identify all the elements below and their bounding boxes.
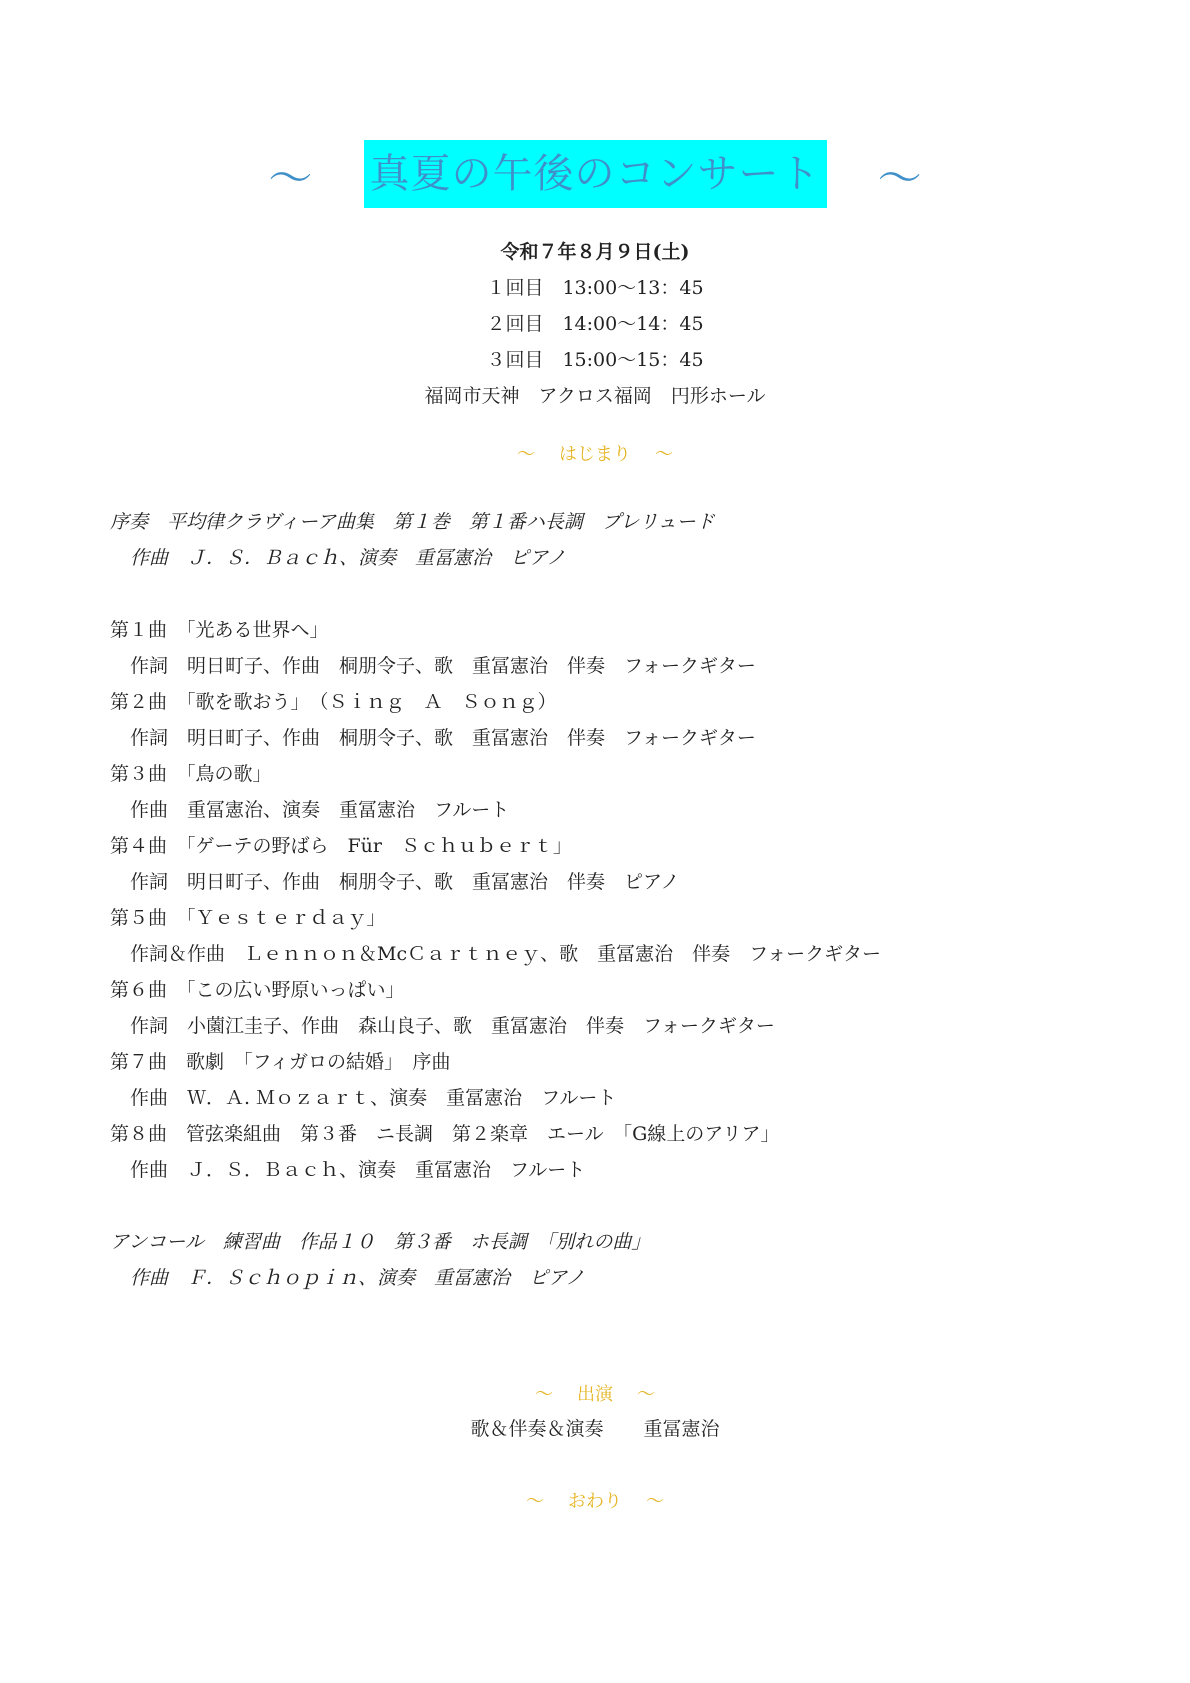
- encore-title: アンコール 練習曲 作品１０ 第３番 ホ長調 「別れの曲」: [110, 1231, 651, 1253]
- song-title: 第１曲 「光ある世界へ」: [110, 619, 329, 641]
- song-credit: 作曲 Ｗ．Ａ. Ｍｏｚａｒｔ、演奏 重冨憲治 フルート: [130, 1087, 617, 1109]
- song-title: 第３曲 「鳥の歌」: [110, 763, 272, 785]
- song-title: 第５曲 「Ｙｅｓｔｅｒｄａｙ」: [110, 907, 386, 929]
- section-performers-tilde-left: ～: [535, 1384, 553, 1405]
- program-list: [110, 504, 1170, 1296]
- title-row: [0, 140, 1190, 208]
- section-end: [0, 1487, 1190, 1513]
- performer-line: [0, 1414, 1190, 1441]
- event-info: [0, 234, 1190, 414]
- event-date: 令和７年８月９日(土): [500, 241, 690, 263]
- prelude-credit: 作曲 Ｊ．Ｓ．Ｂａｃｈ、演奏 重冨憲治 ピアノ: [130, 547, 566, 569]
- song-credit: 作詞 明日町子、作曲 桐朋令子、歌 重冨憲治 伴奏 ピアノ: [130, 871, 680, 893]
- section-end-label: おわり: [568, 1491, 622, 1512]
- section-end-tilde-right: ～: [646, 1491, 664, 1512]
- spacer: [110, 1188, 1170, 1224]
- song-credit: 作詞＆作曲 Ｌｅｎｎｏｎ＆McＣａｒｔｎｅｙ、歌 重冨憲治 伴奏 フォークギター: [130, 943, 881, 965]
- song-title: 第６曲 「この広い野原いっぱい」: [110, 979, 405, 1001]
- song-title: 第７曲 歌劇 「フィガロの結婚」 序曲: [110, 1051, 451, 1073]
- session-2: ２回目 14:00～14：45: [486, 313, 704, 335]
- section-performers: [0, 1380, 1190, 1406]
- section-start-label: はじまり: [559, 444, 631, 465]
- song-title: 第２曲 「歌を歌おう」 （Ｓｉｎｇ Ａ Ｓｏｎｇ）: [110, 691, 557, 713]
- performer-role: 歌＆伴奏＆演奏: [470, 1418, 604, 1440]
- section-start: [0, 440, 1190, 466]
- song-title: 第４曲 「ゲーテの野ばら Für Ｓｃｈｕｂｅｒｔ」: [110, 835, 573, 857]
- spacer: [110, 576, 1170, 612]
- section-performers-label: 出演: [577, 1384, 613, 1405]
- song-credit: 作曲 Ｊ．Ｓ．Ｂａｃｈ、演奏 重冨憲治 フルート: [130, 1159, 586, 1181]
- song-credit: 作曲 重冨憲治、演奏 重冨憲治 フルート: [130, 799, 510, 821]
- title-tilde-left: ～: [268, 153, 313, 204]
- section-start-tilde-right: ～: [655, 444, 673, 465]
- performer-name: 重冨憲治: [643, 1418, 720, 1440]
- title-tilde-right: ～: [877, 153, 922, 204]
- session-1: １回目 13:00～13：45: [486, 277, 704, 299]
- song-credit: 作詞 明日町子、作曲 桐朋令子、歌 重冨憲治 伴奏 フォークギター: [130, 655, 756, 677]
- session-3: ３回目 15:00～15：45: [486, 349, 704, 371]
- section-performers-tilde-right: ～: [637, 1384, 655, 1405]
- song-credit: 作詞 小薗江圭子、作曲 森山良子、歌 重冨憲治 伴奏 フォークギター: [130, 1015, 775, 1037]
- venue: 福岡市天神 アクロス福岡 円形ホール: [424, 385, 766, 407]
- encore-credit: 作曲 Ｆ．Ｓｃｈｏｐｉｎ、演奏 重冨憲治 ピアノ: [130, 1267, 585, 1289]
- section-end-tilde-left: ～: [526, 1491, 544, 1512]
- section-start-tilde-left: ～: [517, 444, 535, 465]
- song-title: 第８曲 管弦楽組曲 第３番 ニ長調 第２楽章 エール 「G線上のアリア」: [110, 1123, 780, 1145]
- prelude-title: 序奏 平均律クラヴィーア曲集 第１巻 第１番ハ長調 プレリュード: [110, 511, 715, 533]
- page-title: 真夏の午後のコンサート: [364, 140, 827, 208]
- song-credit: 作詞 明日町子、作曲 桐朋令子、歌 重冨憲治 伴奏 フォークギター: [130, 727, 756, 749]
